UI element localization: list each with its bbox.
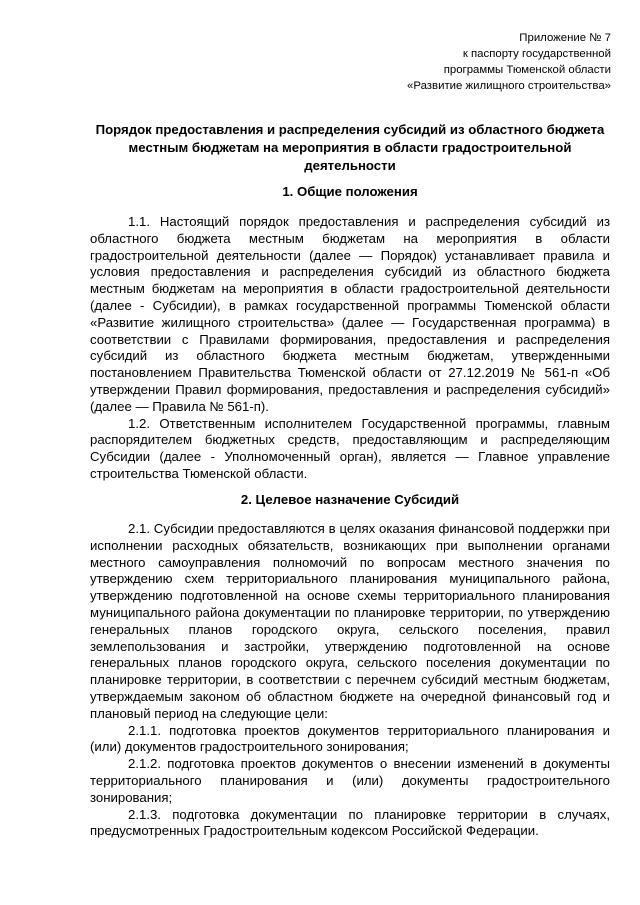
document-title: Порядок предоставления и распределения субсидий из областного бюджета местным бюджетам на мероприятия в области градостроительной деятельности	[95, 122, 605, 173]
paragraph-1-2: 1.2. Ответственным исполнителем Государственной программы, главным распорядителем бюджетных средств, предоставляющим и распределяющим Субсидии (далее - Уполномоченный орган), является — Главное управление строительства Тюменской области.	[90, 415, 610, 481]
appendix-line-3: программы Тюменской области	[443, 64, 611, 76]
appendix-line-2: к паспорту государственной	[462, 48, 611, 60]
paragraph-1-1: 1.1. Настоящий порядок предоставления и распределения субсидий из областного бюджета местным бюджетам на мероприятия в области градостроительной деятельности (далее — Порядок) устанавливает правила и условия предоставления и распределения субсидий из областного бюджета местным бюджетам на мероприятия в области градостроительной деятельности (далее - Субсидии), в рамках государственной программы Тюменской области «Развитие жилищного строительства» (далее — Государственная программа) в соответствии с Правилами формирования, предоставления и распределения субсидий из областного бюджета местным бюджетам, утвержденными постановлением Правительства Тюменской области от 27.12.2019 № 561-п «Об утверждении Правил формирования, предоставления и распределения субсидий» (далее — Правила № 561-п).	[90, 214, 610, 414]
section-heading-general-provisions: 1. Общие положения	[282, 184, 418, 199]
appendix-line-4: «Развитие жилищного строительства»	[407, 80, 611, 92]
paragraph-2-1-2: 2.1.2. подготовка проектов документов о внесении изменений в документы территориального планирования и (или) документы градостроительного зонирования;	[90, 756, 610, 805]
appendix-note	[407, 30, 611, 94]
paragraph-2-1: 2.1. Субсидии предоставляются в целях оказания финансовой поддержки при исполнении расходных обязательств, возникающих при выполнении органами местного самоуправления полномочий по вопросам местного значения по утверждению схем территориального планирования муниципального района, утверждению подготовленной на основе схемы территориального планирования муниципального района документации по планировке территории, по утверждению генеральных планов городского округа, сельского поселения, правил землепользования и застройки, утверждению подготовленной на основе генеральных планов городского округа, сельского поселения документации по планировке территории, в соответствии с перечнем субсидий местным бюджетам, утверждаемым законом об областном бюджете на очередной финансовый год и плановый период на следующие цели:	[90, 521, 610, 721]
appendix-line-1: Приложение № 7	[519, 32, 611, 44]
paragraph-2-1-1: 2.1.1. подготовка проектов документов территориального планирования и (или) документов градостроительного зонирования;	[90, 722, 610, 755]
section-heading-purpose: 2. Целевое назначение Субсидий	[240, 492, 460, 507]
section-1-body	[90, 214, 610, 483]
section-2-body	[90, 521, 610, 840]
paragraph-2-1-3: 2.1.3. подготовка документации по планировке территории в случаях, предусмотренных Градостроительным кодексом Российской Федерации.	[90, 806, 610, 839]
